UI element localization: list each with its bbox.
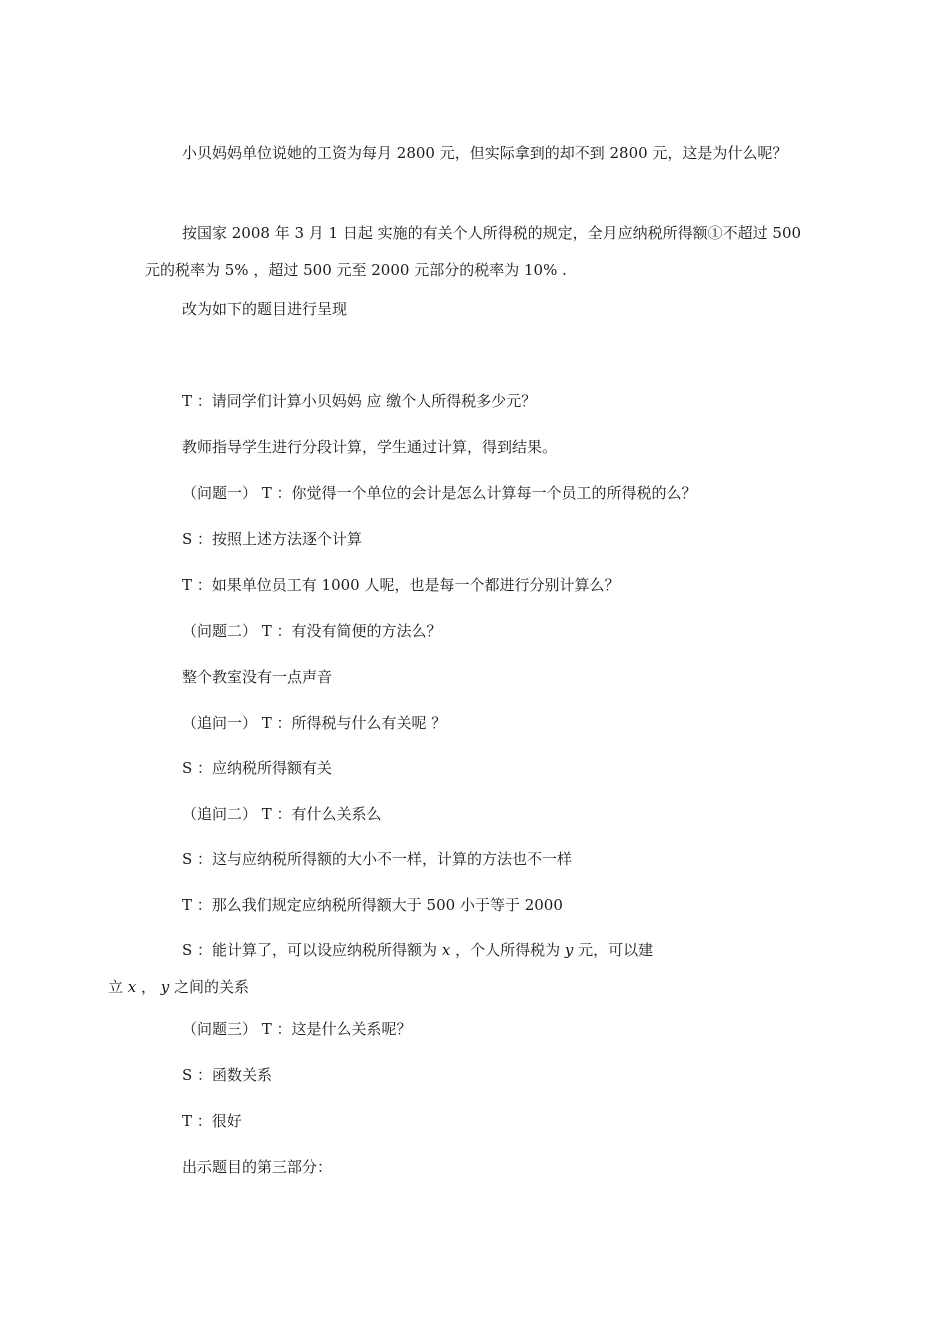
paragraph-student-variables <box>108 932 810 1006</box>
paragraph-classroom-silence: 整个教室没有一点声音 <box>182 668 333 686</box>
variable-y: y <box>564 941 574 959</box>
paragraph-student-answer-one: S ：按照上述方法逐个计算 <box>182 530 363 548</box>
paragraph-followup-one: （追问一） T ：所得税与什么有关呢 ？ <box>182 714 447 732</box>
paragraph-salary-question: 小贝妈妈单位说她的工资为每月 2800 元，但实际拿到的却不到 2800 元，这是为什么呢？ <box>182 144 788 162</box>
paragraph-question-three: （问题三） T ：这是什么关系呢？ <box>182 1020 412 1038</box>
paragraph-question-one: （问题一） T ：你觉得一个单位的会计是怎么计算每一个员工的所得税的么？ <box>182 484 697 502</box>
paragraph-tax-rule: 按国家 2008 年 3 月 1 日起 实施的有关个人所得税的规定，全月应纳税所得额①不超过 500 元的税率为 5% ，超过 500 元至 2000 元部分的税率为 10% . <box>145 224 806 279</box>
text-fragment: S ：能计算了，可以设应纳税所得额为 <box>182 941 442 959</box>
variable-y: y <box>160 977 170 996</box>
paragraph-show-part-three: 出示题目的第三部分： <box>182 1158 333 1176</box>
paragraph-student-answer-two: S ：应纳税所得额有关 <box>182 759 333 777</box>
paragraph-restated-problem: 改为如下的题目进行呈现 <box>182 300 348 318</box>
paragraph-followup-two: （追问二） T ：有什么关系么 <box>182 805 382 823</box>
paragraph-teacher-good: T ：很好 <box>182 1112 242 1130</box>
paragraph-student-answer-three: S ：这与应纳税所得额的大小不一样，计算的方法也不一样 <box>182 850 573 868</box>
paragraph-student-function: S ：函数关系 <box>182 1066 273 1084</box>
variable-x: x <box>127 977 137 996</box>
text-fragment: 之间的关系 <box>169 977 250 996</box>
paragraph-teacher-1000-staff: T ：如果单位员工有 1000 人呢，也是每一个都进行分别计算么？ <box>182 576 620 594</box>
variable-x: x <box>441 941 451 959</box>
text-fragment: ，个人所得税为 <box>450 941 565 959</box>
paragraph-teacher-prompt: T ：请同学们计算小贝妈妈 应 缴个人所得税多少元？ <box>182 392 537 410</box>
paragraph-question-two: （问题二） T ：有没有简便的方法么？ <box>182 622 442 640</box>
text-fragment: ， <box>136 977 161 996</box>
paragraph-teacher-range: T ：那么我们规定应纳税所得额大于 500 小于等于 2000 <box>182 896 563 914</box>
text-fragment: 立 <box>108 977 128 996</box>
paragraph-teacher-guidance: 教师指导学生进行分段计算，学生通过计算，得到结果。 <box>182 438 558 456</box>
text-fragment: 元，可以建 <box>573 941 654 959</box>
